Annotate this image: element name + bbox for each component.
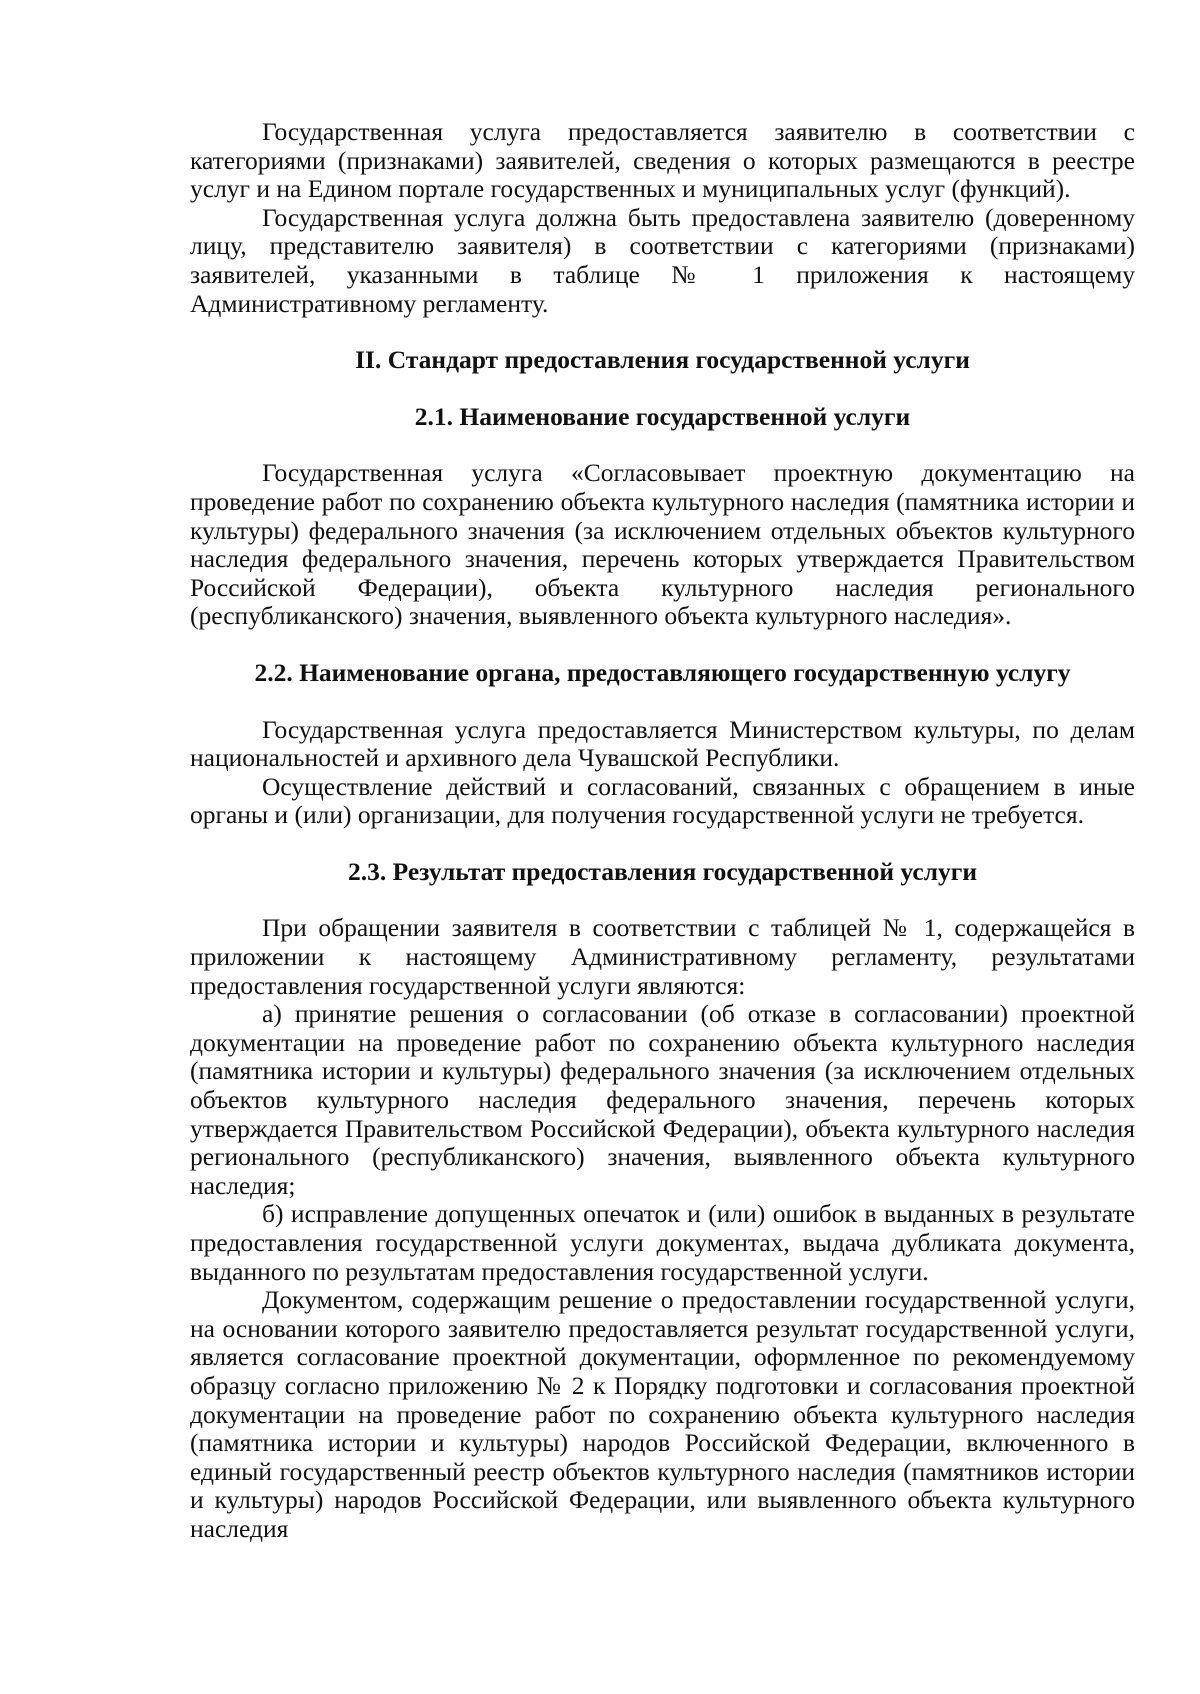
subsection-2-3-paragraph-4: Документом, содержащим решение о предоставлении государственной услуги, на основании которого заявителю предоставляется результат государственной услуги, является согласование проектной документации, оформленное по рекомендуемому образцу согласно приложению № 2 к Порядку подготовки и согласования проектной документации на проведение работ по сохранению объекта культурного наследия (памятника истории и культуры) народов Российской Федерации, включенного в единый государственный реестр объектов культурного наследия (памятников истории и культуры) народов Российской Федерации, или выявленного объекта культурного наследия bbox=[190, 1285, 1135, 1543]
intro-paragraph-2: Государственная услуга должна быть предоставлена заявителю (доверенному лицу, представителю заявителя) в соответствии с категориями (признаками) заявителей, указанными в таблице № 1 приложения к настоящему Административному регламенту. bbox=[190, 202, 1135, 318]
subsection-2-1-title: 2.1. Наименование государственной услуги bbox=[414, 401, 911, 431]
subsection-2-3-item-b: б) исправление допущенных опечаток и (или) ошибок в выданных в результате предоставления государственной услуги документах, выдача дубликата документа, выданного по результатам предоставления государственной услуги. bbox=[190, 1199, 1135, 1286]
subsection-2-3-item-a: а) принятие решения о согласовании (об отказе в согласовании) проектной документации на проведение работ по сохранению объекта культурного наследия (памятника истории и культуры) федерального значения (за исключением отдельных объектов культурного наследия федерального значения, перечень которых утверждается Правительством Российской Федерации), объекта культурного наследия регионального (республиканского) значения, выявленного объекта культурного наследия; bbox=[190, 999, 1135, 1200]
subsection-2-1-paragraph: Государственная услуга «Согласовывает проектную документацию на проведение работ по сохранению объекта культурного наследия (памятника истории и культуры) федерального значения (за исключением отдельных объектов культурного наследия федерального значения, перечень которых утверждается Правительством Российской Федерации), объекта культурного наследия регионального (республиканского) значения, выявленного объекта культурного наследия». bbox=[190, 458, 1135, 631]
subsection-2-3-paragraph-1: При обращении заявителя в соответствии с таблицей № 1, содержащейся в приложении к настоящему Административному регламенту, результатами предоставления государственной услуги являются: bbox=[190, 913, 1135, 1000]
subsection-2-2-paragraph-2: Осуществление действий и согласований, связанных с обращением в иные органы и (или) организации, для получения государственной услуги не требуется. bbox=[190, 771, 1135, 830]
subsection-2-2-title: 2.2. Наименование органа, предоставляющего государственную услугу bbox=[254, 657, 1071, 687]
subsection-2-2-paragraph-1: Государственная услуга предоставляется Министерством культуры, по делам национальностей и архивного дела Чувашской Республики. bbox=[190, 714, 1135, 773]
document-page bbox=[190, 118, 1135, 1544]
section-2-title: II. Стандарт предоставления государственной услуги bbox=[355, 345, 970, 375]
subsection-2-3-title: 2.3. Результат предоставления государственной услуги bbox=[347, 856, 978, 886]
intro-paragraph-1: Государственная услуга предоставляется заявителю в соответствии с категориями (признаками) заявителей, сведения о которых размещаются в реестре услуг и на Едином портале государственных и муниципальных услуг (функций). bbox=[190, 117, 1135, 204]
